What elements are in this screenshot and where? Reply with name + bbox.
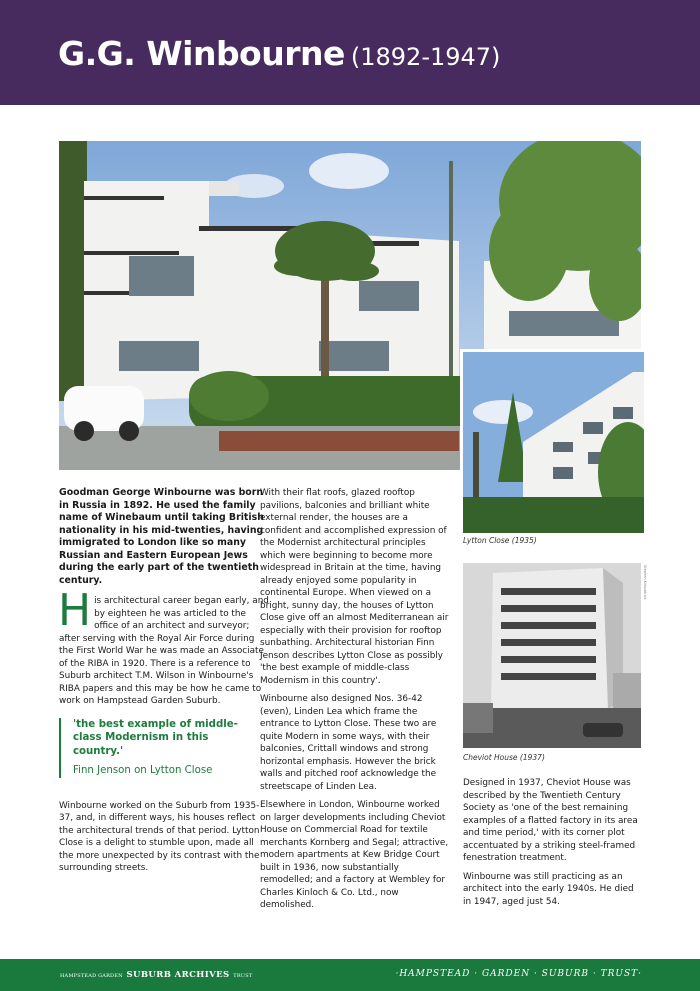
suburb-paragraph: Winbourne worked on the Suburb from 1935-37, and, in different ways, his houses reflect the architectural trends of that period. Lytton Close is a delight to stumble upon, made all the more unexpected by its contrast with the surrounding streets. bbox=[59, 800, 260, 873]
suburb-trust-logo: ·HAMPSTEAD · GARDEN · SUBURB · TRUST· bbox=[395, 969, 642, 979]
lytton-close-inset-photo bbox=[460, 349, 647, 536]
linden-lea-paragraph: Winbourne also designed Nos. 36-42 (even), Linden Lea which frame the entrance to Lytton Close. These two are quite Modern in some ways, with their balconies, Crittall windows and strong horizontal emphasis. However the brick walls and pitched roof acknowledge the streetscape of Linden Lea. bbox=[260, 694, 437, 792]
architect-name: G.G. Winbourne bbox=[58, 34, 345, 73]
page-title bbox=[58, 34, 500, 73]
london-works-paragraph: Elsewhere in London, Winbourne worked on larger developments including Cheviot House on Commercial Road for textile merchants Kornberg and Segal; attractive, modern apartments at Kew Bridge Court built in 1936, now substantially remodelled; and a factory at Wembley for Charles Kinloch & Co. Ltd., now demolished. bbox=[260, 800, 449, 910]
logo-big: SUBURB ARCHIVES bbox=[126, 970, 230, 980]
lytton-close-caption: Lytton Close (1935) bbox=[463, 536, 537, 545]
page-footer bbox=[0, 959, 700, 991]
pull-quote-text: 'the best example of middle-class Modernism in this country.' bbox=[73, 718, 238, 757]
column-3 bbox=[463, 777, 643, 914]
drop-cap: H bbox=[58, 585, 92, 636]
photo-credit: Stephen Kirkpatrick bbox=[643, 565, 647, 600]
career-text: is architectural career began early, and by eighteen he was articled to the office of an architect and surveyor; after serving with the Royal Air Force during the First World War he was made an Associate of the RIBA in 1920. There is a reference to Suburb architect T.M. Wilson in Winbourne's RIBA papers and this may be how he came to work on Hampstead Garden Suburb. bbox=[59, 596, 269, 706]
cheviot-house-photo bbox=[463, 563, 641, 748]
pull-quote bbox=[59, 718, 253, 778]
logo-small-1: HAMPSTEAD GARDEN bbox=[60, 973, 123, 979]
cheviot-house-paragraph: Designed in 1937, Cheviot House was described by the Twentieth Century Society as 'one of the best remaining examples of a flatted factory in its area and time period,' with its corner plot accentuated by a striking steel-framed fenestration treatment. bbox=[463, 778, 638, 863]
career-paragraph bbox=[58, 585, 269, 708]
cheviot-house-caption: Cheviot House (1937) bbox=[463, 753, 545, 762]
lytton-close-paragraph: With their flat roofs, glazed rooftop pavilions, balconies and brilliant white external render, the houses are a confident and accomplished expression of the Modernist architectural principles which were beginning to become more widespread in Britain at the time, having already enjoyed some popularity in continental Europe. When viewed on a bright, sunny day, the houses of Lytton Close give off an almost Mediterranean air especially with their provision for rooftop sunbathing. Architectural historian Finn Jenson describes Lytton Close as possibly 'the best example of middle-class Modernism in this country'. bbox=[260, 488, 449, 686]
pull-quote-source: Finn Jenson on Lytton Close bbox=[73, 765, 213, 776]
page-header bbox=[0, 0, 700, 105]
column-2 bbox=[260, 487, 450, 918]
logo-small-2: TRUST bbox=[233, 973, 253, 979]
later-life-paragraph: Winbourne was still practicing as an architect into the early 1940s. He died in 1947, aged just 54. bbox=[463, 871, 634, 907]
column-1 bbox=[59, 487, 269, 881]
archives-trust-logo bbox=[60, 970, 252, 980]
architect-years: (1892-1947) bbox=[350, 43, 501, 71]
intro-paragraph: Goodman George Winbourne was born in Russia in 1892. He used the family name of Winebaum until taking British nationality in his mid-twenties, having immigrated to London like so many Russian and Eastern European Jews during the early part of the twentieth century. bbox=[59, 487, 264, 586]
